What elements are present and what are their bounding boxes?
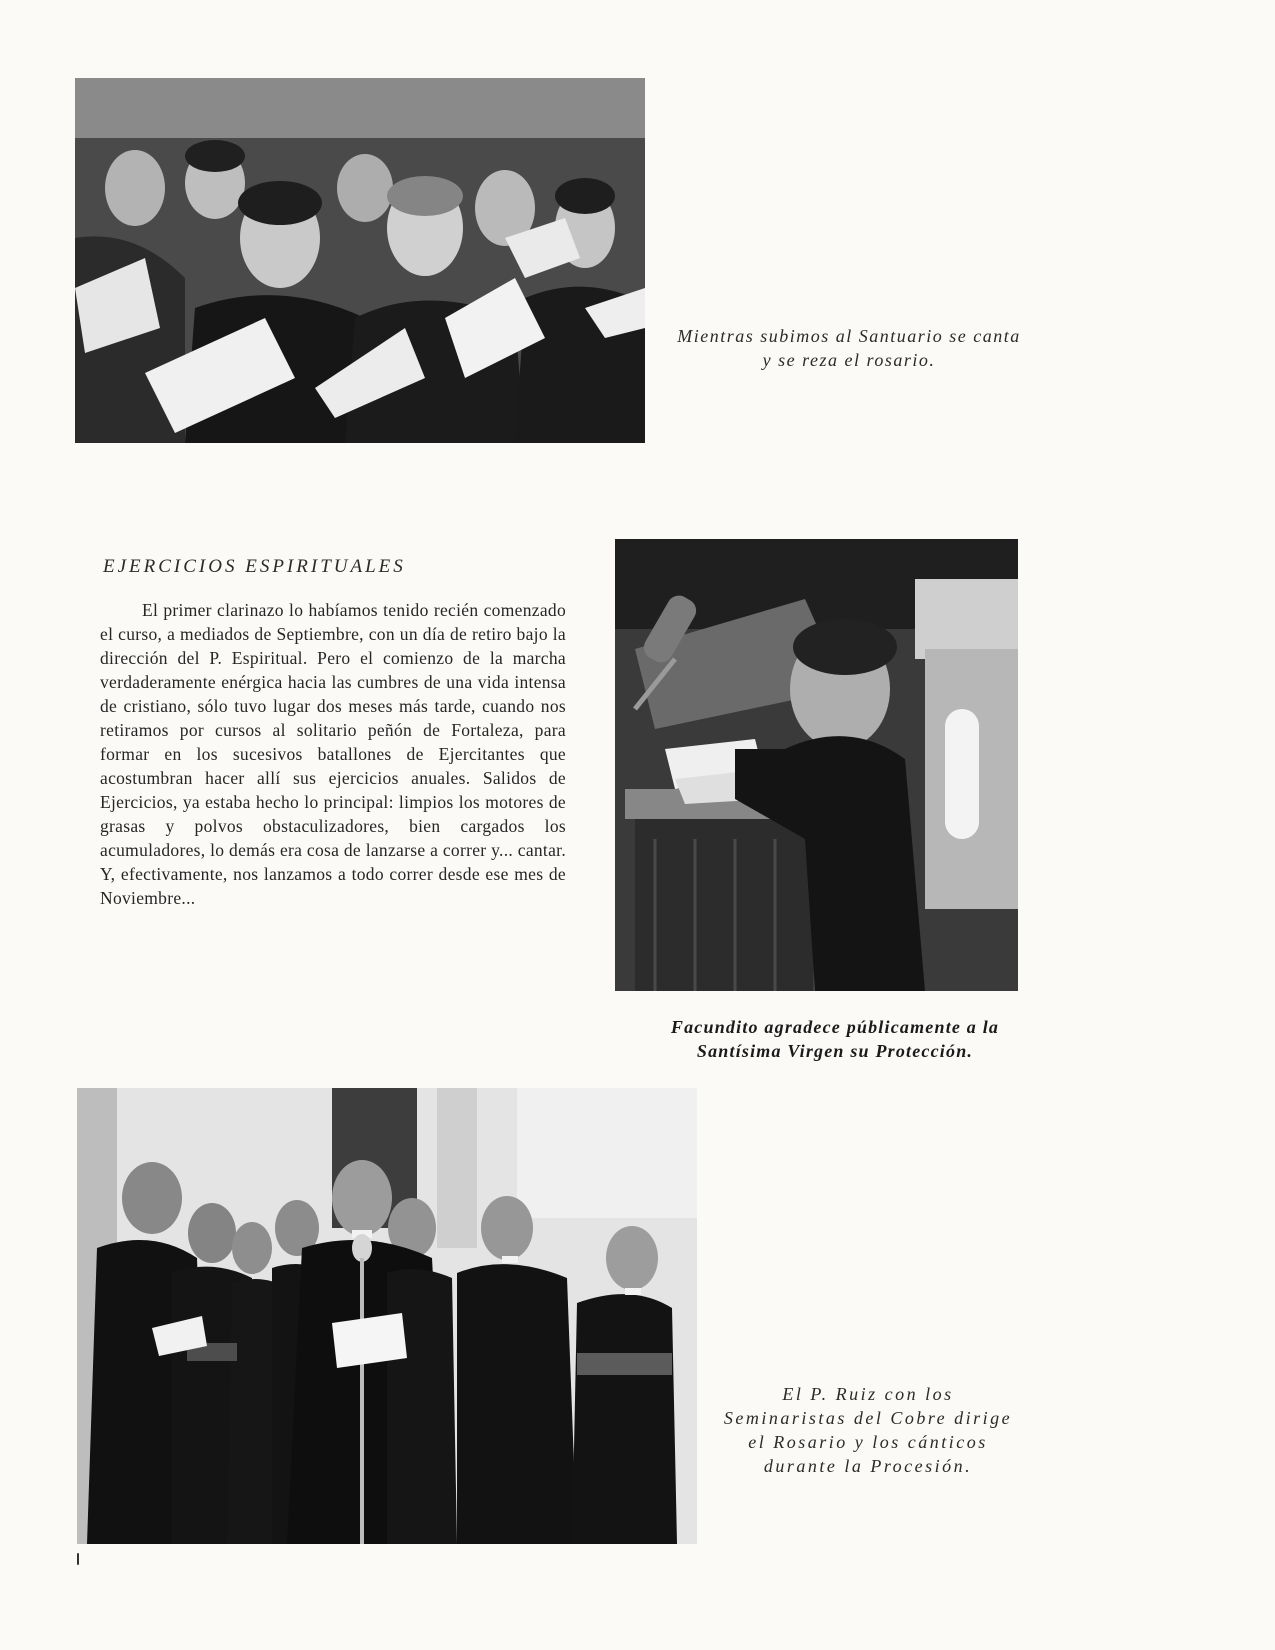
photo-priest-seminarians-image xyxy=(77,1088,697,1544)
photo-boys-singing-image xyxy=(75,78,645,443)
caption-photo-boy-at-lectern: Facundito agradece públicamente a la Santísima Virgen su Protección. xyxy=(670,1017,1000,1061)
article-heading: EJERCICIOS ESPIRITUALES xyxy=(103,556,406,577)
photo-boy-at-lectern-image xyxy=(615,539,1018,991)
caption-photo-priest-seminarians: El P. Ruiz con los Seminaristas del Cobre dirige el Rosario y los cánticos durante la Procesión. xyxy=(723,1384,1013,1476)
scan-speck xyxy=(77,1553,79,1565)
photo-boys-singing xyxy=(75,78,645,443)
caption-photo-boys-singing: Mientras subimos al Santuario se canta y se reza el rosario. xyxy=(677,326,1021,370)
photo-boy-at-lectern xyxy=(615,539,1018,991)
article-body: El primer clarinazo lo habíamos tenido recién comenzado el curso, a mediados de Septiembre, con un día de retiro bajo la dirección del P. Espiritual. Pero el comienzo de la marcha verdaderamente enérgica hacia las cumbres de una vida intensa de cristiano, sólo tuvo lugar dos meses más tarde, cuando nos retiramos por cursos al solitario peñón de Fortaleza, para formar en los sucesivos batallones de Ejercitantes que acostumbran hacer allí sus ejercicios anuales. Salidos de Ejercicios, ya estaba hecho lo principal: limpios los motores de grasas y polvos obstaculizadores, bien cargados los acumuladores, lo demás era cosa de lanzarse a correr y... cantar. Y, efectivamente, nos lanzamos a todo correr desde ese mes de Noviembre... xyxy=(100,600,566,908)
photo-priest-seminarians xyxy=(77,1088,697,1544)
